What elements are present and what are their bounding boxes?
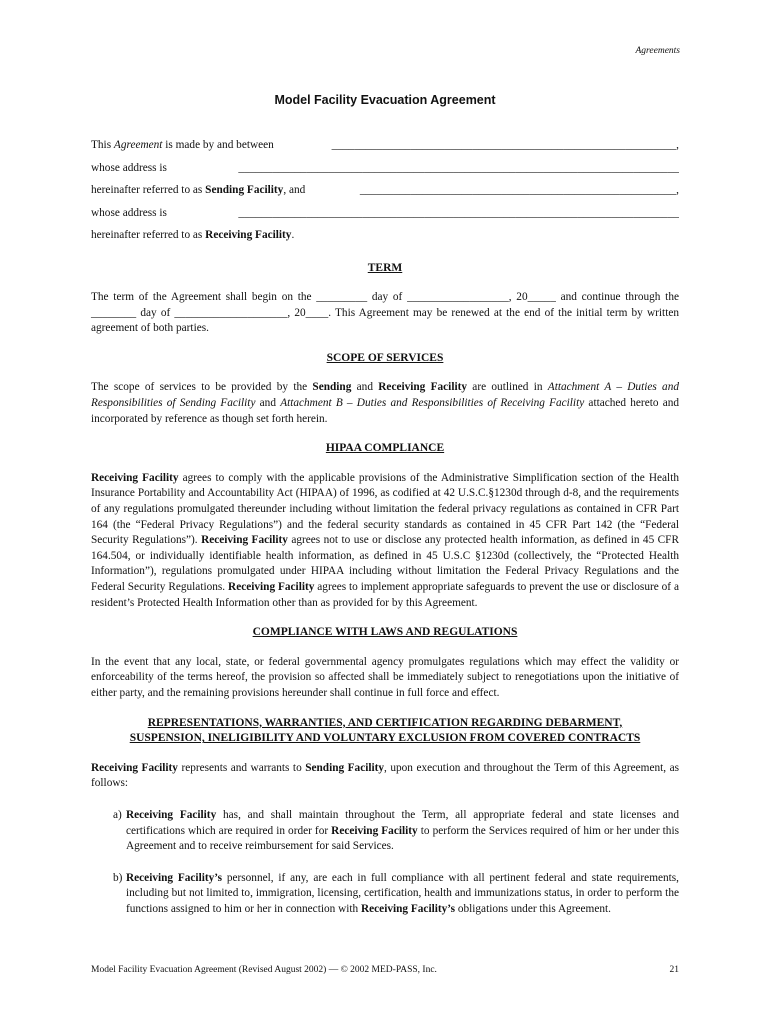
- item-text: to perform the Services required of him or her under this Agreement and to receive reimbursement for said Services.: [126, 824, 679, 853]
- compliance-heading: COMPLIANCE WITH LAWS AND REGULATIONS: [252, 626, 518, 639]
- party-line-1: [91, 138, 679, 161]
- hipaa-bold: Receiving Facility: [201, 534, 288, 547]
- item-text: has, and shall maintain throughout the Term, all appropriate federal and state licenses and certifications which are required in order for: [126, 808, 679, 837]
- blank-field: ______________________________________________________________________________: [238, 206, 679, 219]
- blank-field: ______________________________________________________________________________: [238, 161, 679, 174]
- item-bold: Receiving Facility’s: [361, 902, 456, 915]
- running-head: Agreements: [635, 46, 680, 56]
- page-number: 21: [669, 965, 679, 975]
- reps-text: , upon execution and throughout the Term of this Agreement, as follows:: [91, 761, 680, 790]
- party-line-4: [91, 206, 679, 229]
- item-bold: Receiving Facility: [331, 824, 418, 837]
- hipaa-text: agrees to comply with the applicable provisions of the Administrative Simplification section of the Health Insurance Portability and Accountability Act (HIPAA) of 1996, as codified at 42 U.S.C.§1230d through d-8, and the requirements of any regulations promulgated thereunder including without limitation the federal privacy regulations as contained in CFR Part 164 (the “Federal Privacy Regulations”) and the federal security standards as contained in 45 CFR Part 142 (the “Federal Security Regulations”).: [91, 471, 679, 547]
- list-item: [91, 808, 679, 855]
- item-text: obligations under this Agreement.: [455, 902, 611, 915]
- scope-text: are outlined in: [467, 381, 548, 394]
- scope-text: and: [351, 381, 379, 394]
- reps-list: [91, 808, 679, 918]
- page-footer: [91, 965, 679, 975]
- reps-heading: [91, 716, 679, 747]
- footer-text: Model Facility Evacuation Agreement (Revised August 2002) — © 2002 MED-PASS, Inc.: [91, 965, 437, 975]
- party-text: hereinafter referred to as: [91, 229, 206, 241]
- scope-text: and: [255, 397, 281, 410]
- party-text: This: [91, 139, 114, 151]
- party-line-5: [91, 228, 679, 251]
- hipaa-text: agrees to implement appropriate safeguards to prevent the use or disclosure of a resident’s Protected Health Information other than as provided for by this Agreement.: [91, 581, 679, 609]
- list-marker: b): [113, 871, 123, 884]
- item-bold: Receiving Facility’s: [126, 871, 223, 884]
- reps-intro: [91, 761, 679, 792]
- document-title: Model Facility Evacuation Agreement: [274, 93, 496, 107]
- party-text: , and: [283, 184, 306, 196]
- list-item-body: [126, 808, 679, 855]
- address-label: whose address is: [91, 206, 167, 219]
- scope-text: The scope of services to be provided by the: [91, 381, 313, 394]
- scope-text: attached hereto and incorporated by reference as though set forth herein.: [91, 397, 680, 425]
- hipaa-text: agrees not to use or disclose any protected health information, as defined in 45 CFR 164.504, or individually identifiable health information, as defined in 45 U.S.C §1230d (collectively, the “Protected Health Information”), regulations promulgated under HIPAA including without limitation the Federal Privacy Regulations and the Federal Security Regulations.: [91, 534, 679, 593]
- reps-bold: Sending Facility: [305, 761, 385, 774]
- scope-bold: Sending: [312, 381, 352, 394]
- party-text: .: [291, 229, 295, 241]
- reps-heading-line-1: REPRESENTATIONS, WARRANTIES, AND CERTIFICATION REGARDING DEBARMENT,: [147, 716, 623, 729]
- item-text: personnel, if any, are each in full compliance with all pertinent federal and state requirements, including but not limited to, immigration, licensing, certification, health and immunizations status, in order to perform the functions assigned to him or her in connection with: [126, 871, 680, 915]
- hipaa-heading: HIPAA COMPLIANCE: [325, 442, 445, 455]
- scope-bold: Receiving Facility: [378, 381, 468, 394]
- list-item-body: [126, 871, 679, 918]
- sending-facility-term: Sending Facility: [205, 184, 284, 196]
- reps-text: represents and warrants to: [177, 761, 306, 774]
- party-text: hereinafter referred to as: [91, 184, 206, 196]
- item-bold: Receiving Facility: [126, 808, 217, 821]
- document-body: [91, 138, 679, 918]
- scope-paragraph: [91, 380, 679, 427]
- list-marker: a): [113, 808, 122, 821]
- attachment-b-ref: Attachment B – Duties and Responsibilities of Receiving Facility: [280, 397, 585, 410]
- term-heading: TERM: [367, 261, 403, 274]
- hipaa-bold: Receiving Facility: [228, 581, 315, 593]
- reps-bold: Receiving Facility: [91, 761, 178, 774]
- scope-heading: SCOPE OF SERVICES: [326, 351, 444, 364]
- attachment-a-ref: Attachment A – Duties and Responsibilities of Sending Facility: [91, 381, 679, 410]
- blank-field: ________________________________________________________,: [359, 184, 679, 196]
- hipaa-paragraph: [91, 471, 679, 611]
- party-text: is made by and between: [162, 139, 274, 151]
- party-line-2: [91, 161, 679, 184]
- party-line-3: [91, 183, 679, 206]
- compliance-paragraph: In the event that any local, state, or federal governmental agency promulgates regulations which may effect the validity or enforceability of the terms hereof, the provision so affected shall be immediately subject to renegotiations upon the initiative of either party, and the remaining provisions hereunder shall continue in full force and effect.: [91, 655, 679, 699]
- hipaa-bold: Receiving Facility: [91, 471, 179, 484]
- term-paragraph: The term of the Agreement shall begin on the _________ day of __________________, 20_____ and continue through the ________ day of ____________________, 20____. This Agreement may be renewed at the end of the initial term by written agreement of both parties.: [91, 291, 679, 335]
- receiving-facility-term: Receiving Facility: [205, 229, 292, 241]
- blank-field: _____________________________________________________________,: [331, 139, 679, 151]
- address-label: whose address is: [91, 161, 167, 174]
- agreement-italic: Agreement: [113, 139, 163, 151]
- reps-heading-line-2: SUSPENSION, INELIGIBILITY AND VOLUNTARY EXCLUSION FROM COVERED CONTRACTS: [129, 732, 641, 745]
- list-item: [91, 871, 679, 918]
